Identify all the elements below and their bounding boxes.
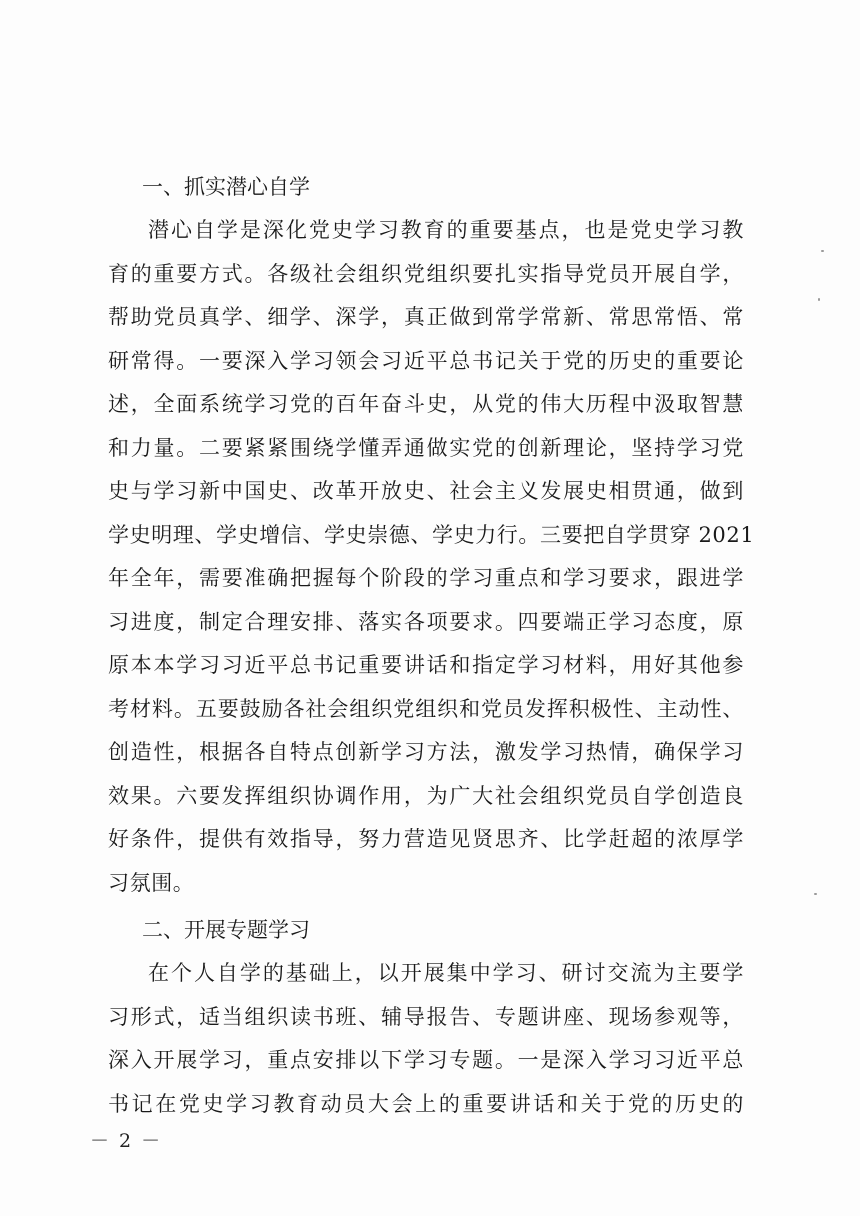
- document-body: [108, 166, 755, 1126]
- paragraph-line: 好条件，提供有效指导，努力营造见贤思齐、比学赶超的浓厚学: [108, 827, 744, 851]
- paragraph-line: 习形式，适当组织读书班、辅导报告、专题讲座、现场参观等，: [108, 1004, 744, 1029]
- paragraph-line: 原本本学习习近平总书记重要讲话和指定学习材料，用好其他参: [108, 653, 744, 677]
- paragraph-line: 考材料。五要鼓励各社会组织党组织和党员发挥积极性、主动性、: [108, 696, 744, 721]
- paragraph-line: 学史明理、学史增信、学史崇德、学史力行。三要把自学贯穿 2021: [108, 522, 755, 547]
- paragraph-line: 研常得。一要深入学习领会习近平总书记关于党的历史的重要论: [108, 348, 744, 373]
- paragraph-line: 史与学习新中国史、改革开放史、社会主义发展史相贯通，做到: [108, 479, 744, 503]
- paragraph-line: 在个人自学的基础上，以开展集中学习、研讨交流为主要学: [148, 961, 744, 985]
- section-paragraph-2: [108, 952, 744, 1126]
- paragraph-line: 和力量。二要紧紧围绕学懂弄通做实党的创新理论，坚持学习党: [108, 435, 744, 460]
- page-number: － 2 －: [90, 1130, 163, 1152]
- section-paragraph-1: [108, 209, 755, 905]
- paragraph-line: 习进度，制定合理安排、落实各项要求。四要端正学习态度，原: [108, 609, 744, 634]
- paragraph-line: 深入开展学习，重点安排以下学习专题。一是深入学习习近平总: [108, 1048, 744, 1072]
- paragraph-line: 育的重要方式。各级社会组织党组织要扎实指导党员开展自学，: [108, 261, 744, 286]
- paragraph-line: 年全年，需要准确把握每个阶段的学习重点和学习要求，跟进学: [108, 566, 744, 590]
- scan-speck: [818, 298, 820, 301]
- paragraph-line: 帮助党员真学、细学、深学，真正做到常学常新、常思常悟、常: [108, 305, 744, 329]
- paragraph-line: 创造性，根据各自特点创新学习方法，激发学习热情，确保学习: [108, 740, 744, 764]
- paragraph-line: 习氛围。: [108, 870, 195, 895]
- scan-speck: [814, 893, 817, 895]
- section-heading-2: 二、开展专题学习: [142, 918, 310, 942]
- paragraph-line: 潜心自学是深化党史学习教育的重要基点，也是党史学习教: [148, 218, 744, 242]
- scan-speck: [821, 250, 824, 252]
- paragraph-line: 书记在党史学习教育动员大会上的重要讲话和关于党的历史的: [108, 1091, 744, 1116]
- paragraph-line: 效果。六要发挥组织协调作用，为广大社会组织党员自学创造良: [108, 783, 744, 808]
- paragraph-line: 述，全面系统学习党的百年奋斗史，从党的伟大历程中汲取智慧: [108, 392, 744, 416]
- section-heading-1: 一、抓实潜心自学: [142, 175, 310, 199]
